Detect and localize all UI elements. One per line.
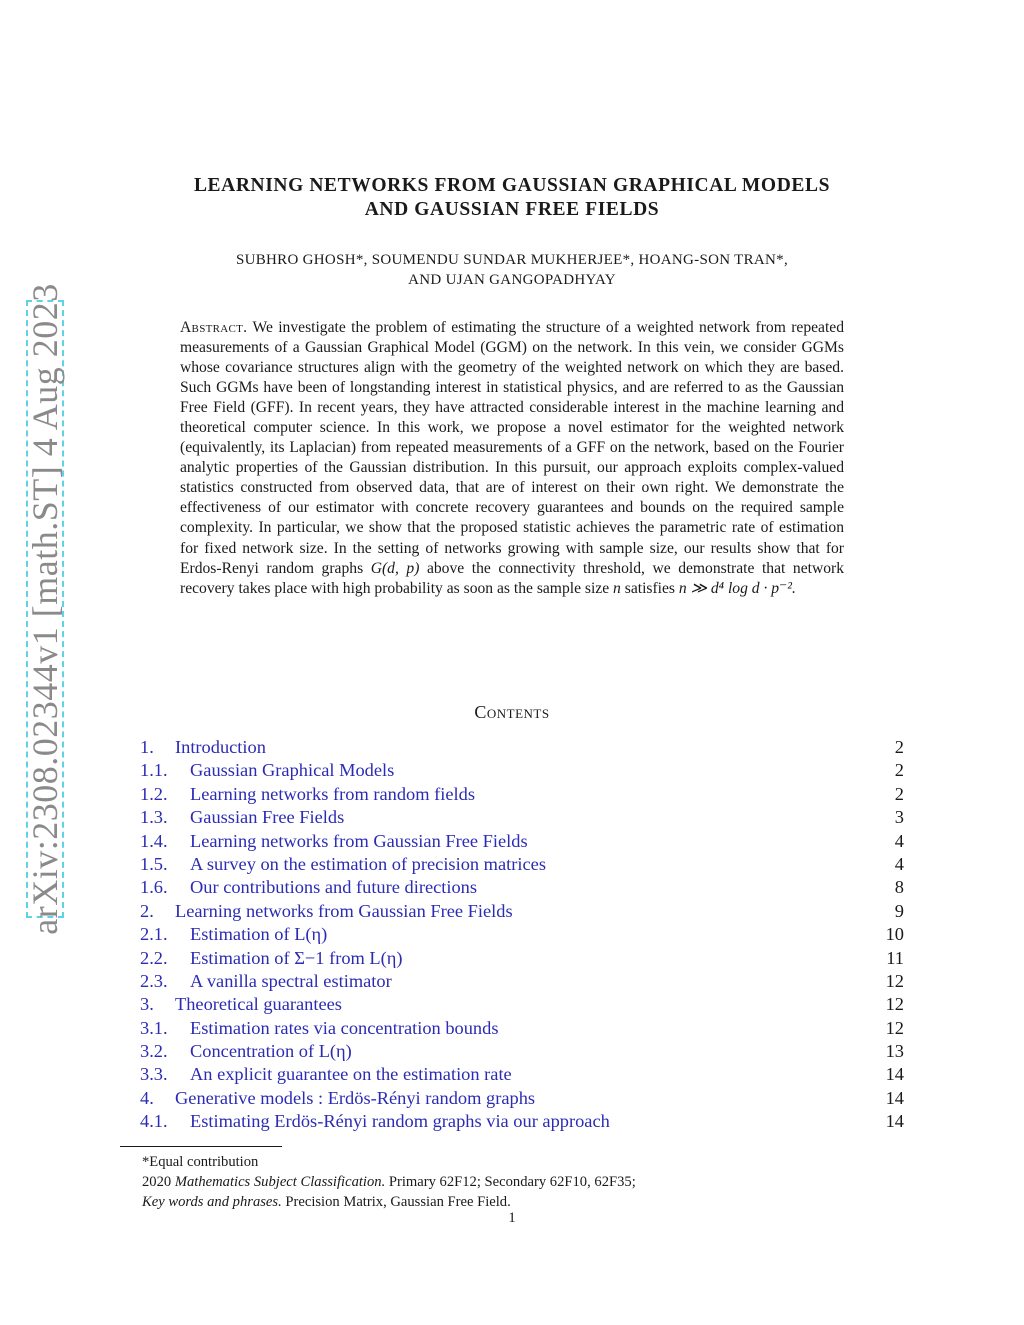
toc-number: 3.2. bbox=[140, 1041, 168, 1062]
toc-page: 12 bbox=[885, 970, 904, 991]
toc-number: 2.1. bbox=[140, 924, 168, 945]
abstract-text-1: We investigate the problem of estimating the structure of a weighted network from repeated measurements of a Gaussian Graphical Model (GGM) on the network. In this vein, we consider GGMs whose covariance structures align with the geometry of the weighted network on which they are based. Such GGMs have been of longstanding interest in statistical physics, and are referred to as the Gaussian Free Field (GFF). In recent years, they have attracted considerable interest in the machine learning and theoretical computer science. In this work, we propose a novel estimator for the weighted network (equivalently, its Laplacian) from repeated measurements of a GFF on the network, based on the Fourier analytic properties of the Gaussian distribution. In this pursuit, our approach exploits complex-valued statistics constructed from observed data, that are of interest on their own right. We demonstrate the effectiveness of our estimator with concrete recovery guarantees and bounds on the required sample complexity. In particular, we show that the proposed statistic achieves the parametric rate of estimation for fixed network size. In the setting of networks growing with sample size, our results show that for Erdos-Renyi random graphs bbox=[180, 319, 845, 577]
toc-page: 9 bbox=[894, 900, 904, 921]
toc-number: 4. bbox=[140, 1087, 154, 1108]
toc-number: 1.4. bbox=[140, 830, 168, 851]
paper-title bbox=[100, 174, 924, 222]
toc-entry-2[interactable] bbox=[140, 900, 904, 923]
toc-page: 2 bbox=[894, 737, 904, 757]
toc-link[interactable]: Estimation rates via concentration bounds bbox=[190, 1017, 499, 1038]
toc-link[interactable]: Learning networks from Gaussian Free Fields bbox=[175, 900, 513, 921]
table-of-contents bbox=[140, 736, 904, 1134]
toc-link[interactable]: Estimation of Σ−1 from L(η) bbox=[190, 947, 403, 968]
toc-page: 11 bbox=[886, 947, 904, 968]
toc-entry-4[interactable] bbox=[140, 1087, 904, 1110]
keywords-label: Key words and phrases. bbox=[142, 1194, 282, 1210]
toc-entry-4-1[interactable] bbox=[140, 1110, 904, 1133]
toc-entry-1[interactable] bbox=[140, 736, 904, 759]
title-line-2: AND GAUSSIAN FREE FIELDS bbox=[364, 199, 660, 220]
toc-entry-2-3[interactable] bbox=[140, 970, 904, 993]
toc-page: 14 bbox=[885, 1064, 904, 1085]
toc-link[interactable]: Theoretical guarantees bbox=[175, 994, 342, 1015]
authors-line-1: SUBHRO GHOSH*, SOUMENDU SUNDAR MUKHERJEE*, HOANG-SON TRAN*, bbox=[235, 252, 789, 268]
abstract-heading: Abstract. bbox=[180, 319, 248, 336]
toc-number: 1.5. bbox=[140, 853, 168, 874]
toc-entry-3-3[interactable] bbox=[140, 1063, 904, 1086]
math-sample-condition: n ≫ d⁴ log d · p⁻². bbox=[678, 579, 796, 597]
toc-link[interactable]: Concentration of L(η) bbox=[190, 1041, 352, 1062]
footnotes bbox=[142, 1152, 942, 1212]
toc-link[interactable]: An explicit guarantee on the estimation rate bbox=[190, 1064, 512, 1085]
abstract-text-3: satisfies bbox=[624, 579, 675, 597]
toc-page: 8 bbox=[894, 877, 904, 898]
toc-link[interactable]: A vanilla spectral estimator bbox=[190, 970, 392, 991]
toc-page: 2 bbox=[894, 783, 904, 804]
toc-entry-3[interactable] bbox=[140, 993, 904, 1016]
toc-number: 4.1. bbox=[140, 1111, 168, 1132]
toc-entry-1-5[interactable] bbox=[140, 853, 904, 876]
abstract bbox=[180, 318, 844, 599]
toc-link[interactable]: Introduction bbox=[175, 737, 266, 757]
toc-link[interactable]: Estimating Erdös-Rényi random graphs via our approach bbox=[190, 1111, 610, 1132]
toc-entry-1-4[interactable] bbox=[140, 830, 904, 853]
toc-link[interactable]: Gaussian Graphical Models bbox=[190, 760, 395, 781]
toc-entry-2-2[interactable] bbox=[140, 947, 904, 970]
arxiv-side-stamp[interactable] bbox=[25, 283, 65, 935]
toc-page: 12 bbox=[885, 1017, 904, 1038]
toc-link[interactable]: Learning networks from Gaussian Free Fields bbox=[190, 830, 528, 851]
toc-link[interactable]: Our contributions and future directions bbox=[190, 877, 478, 898]
title-line-1: LEARNING NETWORKS FROM GAUSSIAN GRAPHICAL MODELS bbox=[193, 175, 831, 196]
toc-link[interactable]: Estimation of L(η) bbox=[190, 924, 328, 945]
toc-entry-1-1[interactable] bbox=[140, 759, 904, 782]
toc-entry-1-2[interactable] bbox=[140, 783, 904, 806]
toc-number: 3.3. bbox=[140, 1064, 168, 1085]
msc-codes: Primary 62F12; Secondary 62F10, 62F35; bbox=[388, 1174, 636, 1190]
toc-page: 2 bbox=[894, 760, 904, 781]
page-number: 1 bbox=[508, 1210, 516, 1226]
toc-page: 12 bbox=[885, 994, 904, 1015]
toc-entry-3-2[interactable] bbox=[140, 1040, 904, 1063]
toc-page: 4 bbox=[894, 830, 904, 851]
math-gdp: G(d, p) bbox=[370, 559, 420, 577]
keywords-text: Precision Matrix, Gaussian Free Field. bbox=[285, 1194, 511, 1210]
toc-entry-3-1[interactable] bbox=[140, 1017, 904, 1040]
toc-link[interactable]: Learning networks from random fields bbox=[190, 783, 475, 804]
toc-link[interactable]: Generative models : Erdös-Rényi random graphs bbox=[175, 1087, 536, 1108]
toc-number: 1. bbox=[140, 737, 154, 757]
abstract-text-2: above the connectivity threshold, we demonstrate that network recovery takes place with high probability as soon as the sample size bbox=[180, 559, 845, 597]
msc-year: 2020 bbox=[142, 1174, 172, 1190]
msc-label: Mathematics Subject Classification. bbox=[174, 1174, 386, 1190]
toc-entry-1-3[interactable] bbox=[140, 806, 904, 829]
authors-line-2: AND UJAN GANGOPADHYAY bbox=[408, 272, 616, 288]
arxiv-identifier: arXiv:2308.02344v1 [math.ST] 4 Aug 2023 bbox=[25, 283, 65, 935]
math-n: n bbox=[613, 579, 621, 597]
toc-page: 3 bbox=[894, 807, 904, 828]
toc-number: 1.3. bbox=[140, 807, 168, 828]
keywords-note bbox=[142, 1192, 942, 1212]
toc-number: 3.1. bbox=[140, 1017, 168, 1038]
toc-entry-2-1[interactable] bbox=[140, 923, 904, 946]
toc-page: 14 bbox=[885, 1087, 904, 1108]
contents-heading: Contents bbox=[474, 702, 550, 722]
toc-page: 13 bbox=[885, 1041, 904, 1062]
equal-contribution-note: *Equal contribution bbox=[142, 1154, 259, 1170]
toc-number: 1.1. bbox=[140, 760, 168, 781]
toc-link[interactable]: A survey on the estimation of precision matrices bbox=[190, 853, 546, 874]
toc-number: 1.6. bbox=[140, 877, 168, 898]
footnote-rule bbox=[120, 1146, 282, 1147]
toc-number: 1.2. bbox=[140, 783, 168, 804]
toc-entry-1-6[interactable] bbox=[140, 876, 904, 899]
author-list bbox=[100, 250, 924, 290]
toc-number: 2.2. bbox=[140, 947, 168, 968]
toc-page: 10 bbox=[885, 924, 904, 945]
toc-number: 2.3. bbox=[140, 970, 168, 991]
toc-number: 3. bbox=[140, 994, 154, 1015]
toc-page: 14 bbox=[885, 1111, 904, 1132]
toc-page: 4 bbox=[894, 853, 904, 874]
toc-link[interactable]: Gaussian Free Fields bbox=[190, 807, 345, 828]
msc-note bbox=[142, 1172, 942, 1192]
toc-number: 2. bbox=[140, 900, 154, 921]
